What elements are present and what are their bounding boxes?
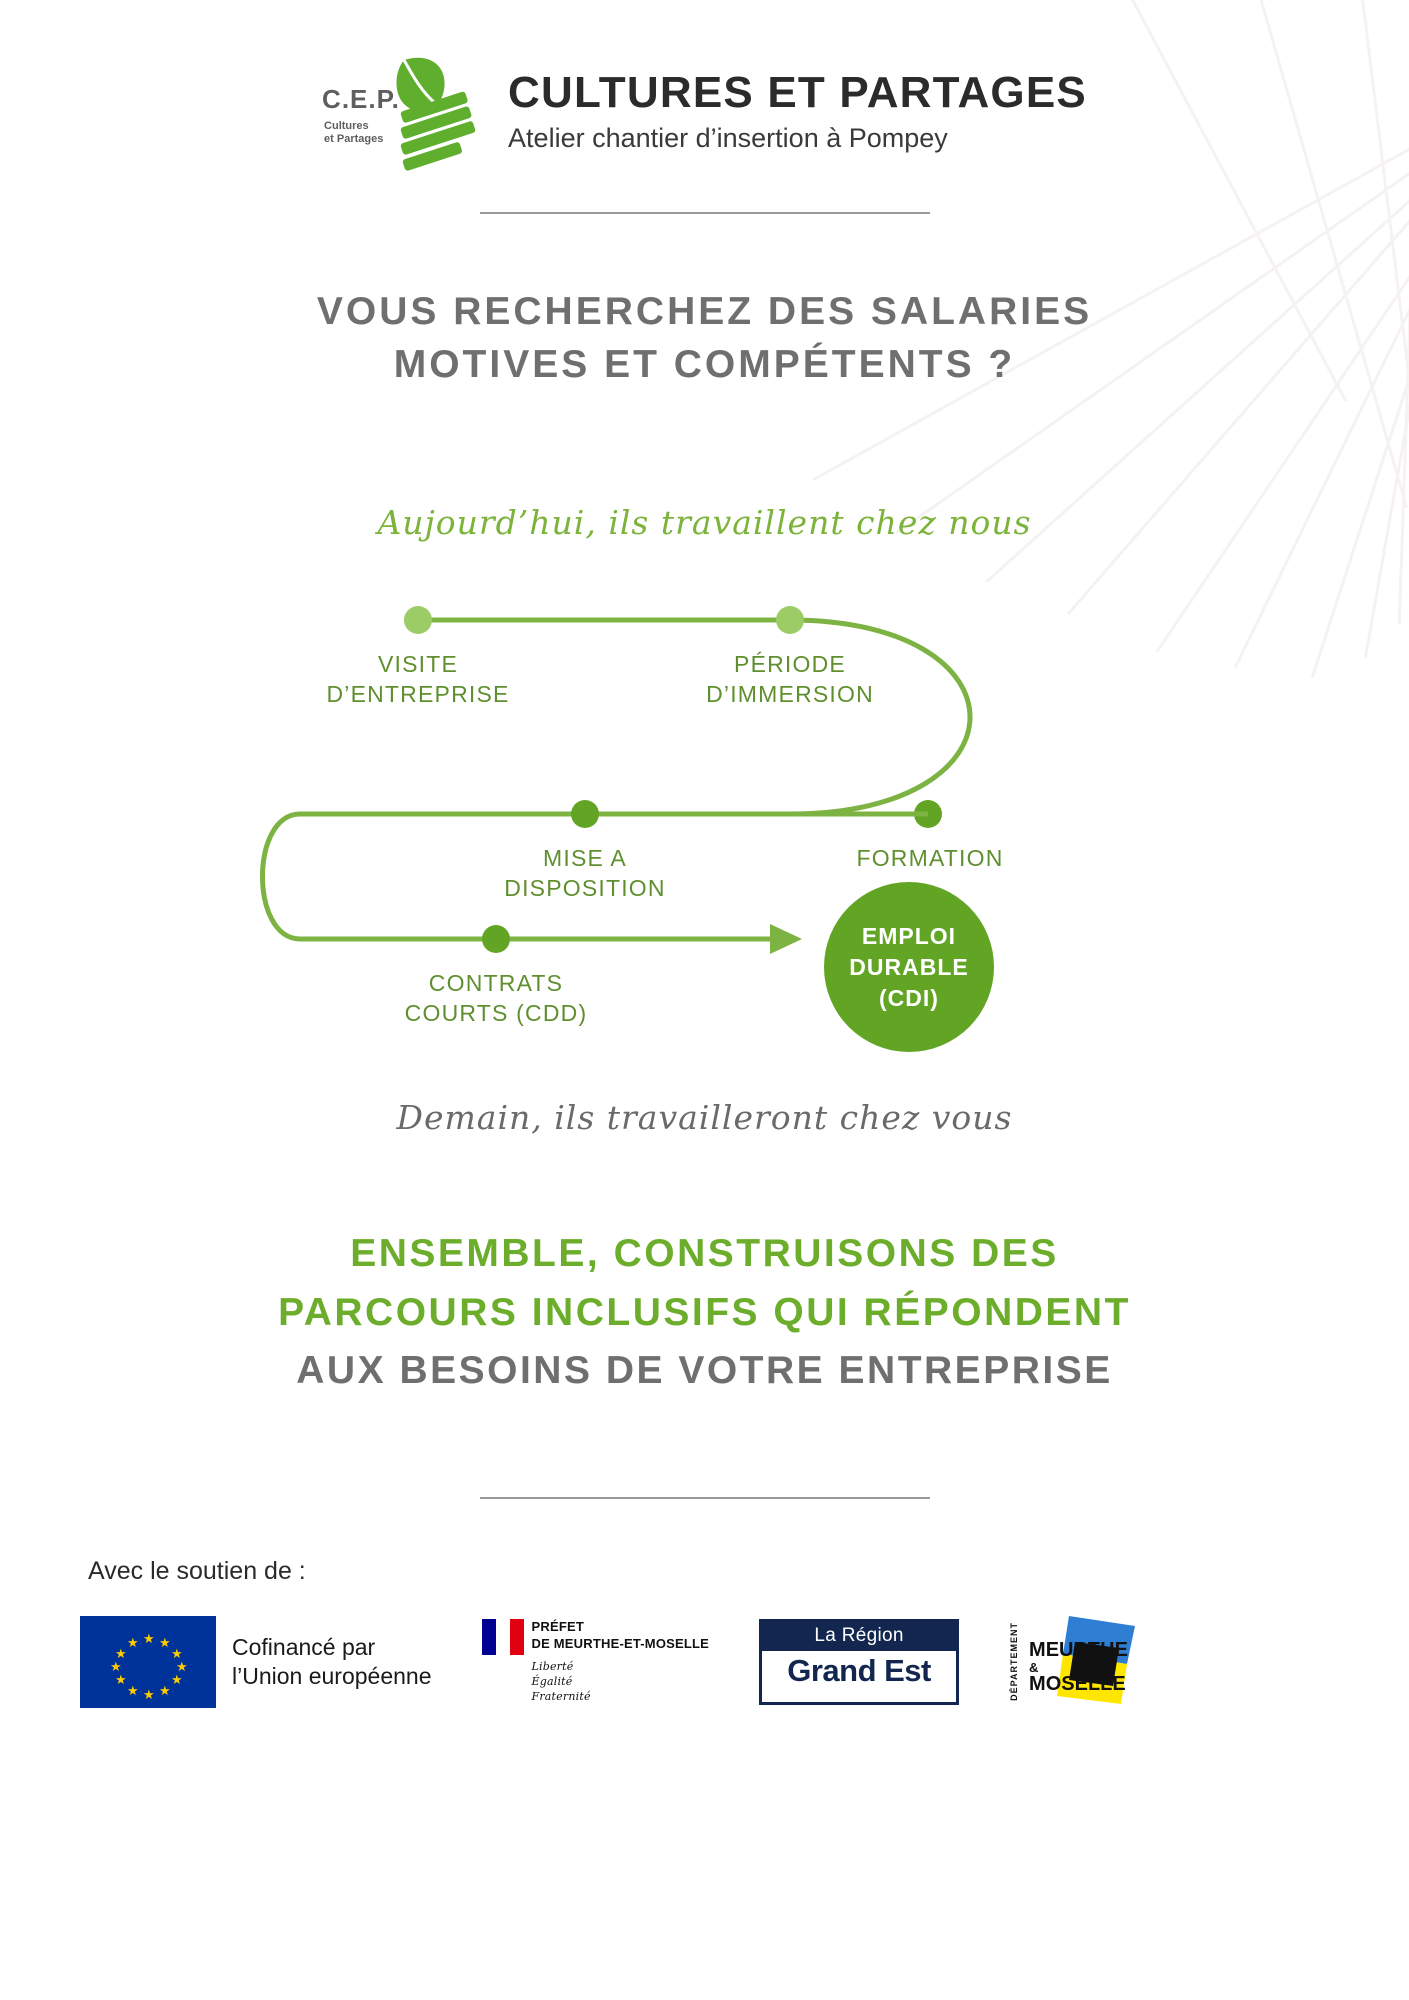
node-dot-immersion bbox=[776, 606, 804, 634]
departement-line3: MOSELLE bbox=[1029, 1673, 1126, 1696]
logo-initials: C.E.P. bbox=[322, 84, 400, 114]
brand-title: CULTURES ET PARTAGES bbox=[508, 68, 1087, 118]
node-visite-line1: VISITE bbox=[377, 651, 459, 678]
grandest-top-text: La Région bbox=[762, 1622, 956, 1651]
departement-line2: & bbox=[1029, 1659, 1039, 1675]
node-immersion-line2: D’IMMERSION bbox=[706, 681, 874, 708]
cep-logo bbox=[322, 48, 482, 176]
prefet-motto-line2: Égalité bbox=[531, 1674, 573, 1688]
script-bottom: Demain, ils travailleront chez vous bbox=[396, 1098, 1013, 1138]
departement-logo bbox=[1009, 1612, 1143, 1712]
logo-subtext bbox=[324, 120, 394, 145]
node-contrats-line1: CONTRATS bbox=[428, 970, 564, 997]
departement-text bbox=[1029, 1640, 1128, 1696]
eu-flag-icon: ★ ★ ★ ★ ★ ★ ★ ★ ★ ★ ★ ★ bbox=[80, 1616, 216, 1708]
partner-logos bbox=[0, 1612, 1409, 1712]
node-immersion-line1: PÉRIODE bbox=[734, 651, 846, 678]
header bbox=[0, 0, 1409, 176]
prefet-motto-line3: Fraternité bbox=[531, 1689, 591, 1703]
region-grand-est-logo bbox=[759, 1619, 959, 1705]
headline-line2: MOTIVES ET COMPÉTENTS ? bbox=[393, 342, 1016, 386]
prefecture-logo bbox=[482, 1619, 710, 1704]
divider-bottom-wrap bbox=[0, 1497, 1409, 1499]
logo-subtext-line2: et Partages bbox=[324, 132, 384, 145]
emploi-durable-badge bbox=[824, 882, 994, 1052]
script-top: Aujourd’hui, ils travaillent chez nous bbox=[377, 503, 1032, 543]
node-dot-mise bbox=[571, 800, 599, 828]
logo-subtext-line1: Cultures bbox=[324, 120, 369, 132]
departement-shape-icon bbox=[1023, 1612, 1143, 1712]
departement-line1: MEURTHE bbox=[1029, 1638, 1128, 1661]
node-mise-line2: DISPOSITION bbox=[504, 875, 666, 902]
diagram-path bbox=[0, 564, 1409, 1034]
eu-logo-text bbox=[232, 1633, 432, 1691]
grandest-bottom-text: Grand Est bbox=[787, 1652, 931, 1688]
departement-vertical-label: DÉPARTEMENT bbox=[1009, 1622, 1020, 1702]
brand-text-block bbox=[508, 70, 1087, 153]
prefet-motto bbox=[532, 1660, 710, 1705]
node-label-formation bbox=[790, 844, 1070, 874]
eu-logo bbox=[80, 1616, 432, 1708]
marianne-icon bbox=[482, 1619, 524, 1655]
node-dot-visite bbox=[404, 606, 432, 634]
node-visite-line2: D’ENTREPRISE bbox=[326, 681, 510, 708]
emploi-line3: (CDI) bbox=[879, 984, 939, 1011]
eu-text-line1: Cofinancé par bbox=[232, 1634, 376, 1661]
node-formation-line1: FORMATION bbox=[856, 845, 1004, 872]
emploi-line2: DURABLE bbox=[849, 953, 969, 980]
divider-top bbox=[480, 212, 930, 214]
prefet-line1: PRÉFET bbox=[531, 1619, 584, 1635]
node-contrats-line2: COURTS (CDD) bbox=[404, 1000, 588, 1027]
node-label-contrats bbox=[356, 969, 636, 1029]
prefet-motto-line1: Liberté bbox=[531, 1659, 574, 1673]
prefet-line2: DE MEURTHE-ET-MOSELLE bbox=[531, 1636, 710, 1652]
support-label: Avec le soutien de : bbox=[88, 1556, 306, 1585]
node-dot-contrats bbox=[482, 925, 510, 953]
career-path-diagram bbox=[0, 564, 1409, 1034]
page-title bbox=[0, 286, 1409, 391]
eu-text-line2: l’Union européenne bbox=[232, 1662, 432, 1689]
divider-bottom bbox=[480, 1497, 930, 1499]
tagline bbox=[0, 1225, 1409, 1401]
prefecture-text bbox=[532, 1619, 710, 1704]
headline-line1: VOUS RECHERCHEZ DES SALARIES bbox=[316, 290, 1093, 333]
node-label-immersion bbox=[650, 650, 930, 710]
node-mise-line1: MISE A bbox=[543, 845, 627, 872]
tagline-line3: AUX BESOINS DE VOTRE ENTREPRISE bbox=[296, 1349, 1113, 1393]
node-label-mise bbox=[445, 844, 725, 904]
emploi-line1: EMPLOI bbox=[861, 922, 957, 949]
tagline-line1: ENSEMBLE, CONSTRUISONS DES bbox=[350, 1232, 1059, 1276]
tagline-line2: PARCOURS INCLUSIFS QUI RÉPONDENT bbox=[278, 1290, 1131, 1334]
brand-subtitle: Atelier chantier d’insertion à Pompey bbox=[508, 122, 948, 153]
node-label-visite bbox=[278, 650, 558, 710]
